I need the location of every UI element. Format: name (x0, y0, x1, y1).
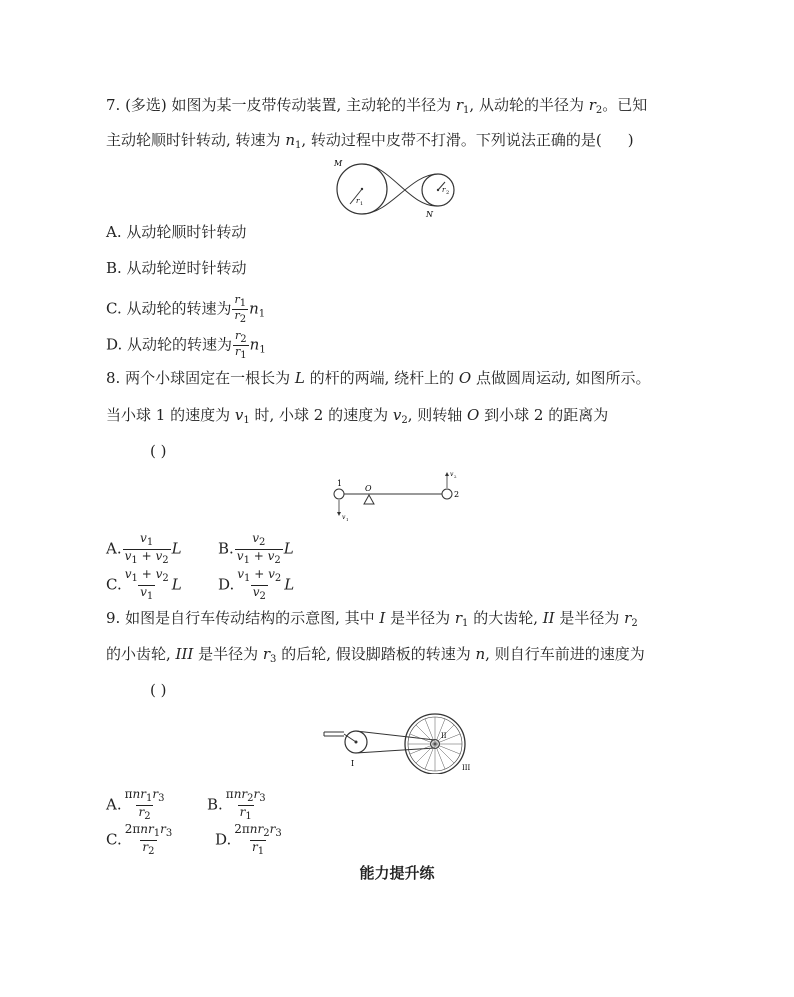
q7-line2: 主动轮顺时针转动, 转速为 $n_1$, 转动过程中皮带不打滑。下列说法正确的是( ) (106, 131, 634, 151)
svg-text:1: 1 (346, 517, 349, 522)
q8-line2: 当小球 1 的速度为 $v_1$ 时, 小球 2 的速度为 $v_2$, 则转轴 O 到小球 2 的距离为 (106, 406, 609, 426)
svg-text:II: II (441, 732, 447, 740)
q8-option-d[interactable]: D. $\frac{v_1 + v_2}{v_2}$ L (218, 567, 295, 602)
svg-text:r: r (442, 186, 446, 194)
q9-answer-blank[interactable]: ( ) (150, 681, 167, 699)
q9-option-b[interactable]: B. $\frac{\pi nr_2r_3}{r_1}$ (207, 787, 266, 822)
q7-option-c[interactable]: C. 从动轮的转速为 $\frac{r_1}{r_2}$ $n_1$ (106, 293, 266, 325)
q7-option-d[interactable]: D. 从动轮的转速为 $\frac{r_2}{r_1}$ $n_1$ (106, 329, 266, 361)
q9-option-d[interactable]: D. $\frac{2\pi nr_2r_3}{r_1}$ (215, 822, 282, 857)
q9-option-a[interactable]: A. $\frac{\pi nr_1r_3}{r_2}$ (106, 787, 165, 822)
q8-option-b[interactable]: B. $\frac{v_2}{v_1 + v_2}$ L (218, 531, 294, 566)
svg-text:v: v (450, 471, 454, 478)
q9-line2: 的小齿轮, III 是半径为 $r_3$ 的后轮, 假设脚踏板的转速为 n, 则自行车前进的速度为 (106, 645, 645, 665)
q9-option-c[interactable]: C. $\frac{2\pi nr_1r_3}{r_2}$ (106, 822, 173, 857)
svg-text:I: I (351, 759, 355, 768)
q7-line1: 7. (多选) 如图为某一皮带传动装置, 主动轮的半径为 $r_1$, 从动轮的半径为 $r_2$。已知 (106, 96, 648, 116)
section-title: 能力提升练 (359, 864, 435, 882)
svg-text:O: O (365, 484, 372, 493)
q9-line1: 9. 如图是自行车传动结构的示意图, 其中 I 是半径为 $r_1$ 的大齿轮, II 是半径为 $r_2$ (106, 609, 638, 629)
svg-text:1: 1 (360, 201, 364, 207)
q7-option-a[interactable]: A. 从动轮顺时针转动 (106, 223, 247, 241)
svg-text:v: v (342, 514, 346, 521)
svg-text:N: N (426, 210, 433, 218)
svg-text:2: 2 (446, 190, 450, 196)
q8-option-a[interactable]: A. $\frac{v_1}{v_1 + v_2}$ L (106, 531, 182, 566)
svg-text:1: 1 (337, 479, 343, 488)
q7-option-b[interactable]: B. 从动轮逆时针转动 (106, 259, 247, 277)
svg-text:2: 2 (454, 490, 460, 499)
svg-text:r: r (356, 197, 360, 205)
belt-drive-diagram (330, 160, 460, 218)
svg-text:III: III (462, 764, 471, 772)
q8-answer-blank[interactable]: ( ) (150, 442, 167, 460)
svg-text:M: M (334, 160, 343, 168)
q8-option-c[interactable]: C. $\frac{v_1 + v_2}{v_1}$ L (106, 567, 182, 602)
svg-text:2: 2 (454, 474, 457, 479)
bicycle-drive-diagram (322, 708, 480, 774)
q8-line1: 8. 两个小球固定在一根长为 L 的杆的两端, 绕杆上的 O 点做圆周运动, 如图所示。 (106, 369, 651, 387)
rod-rotation-diagram (328, 466, 468, 524)
